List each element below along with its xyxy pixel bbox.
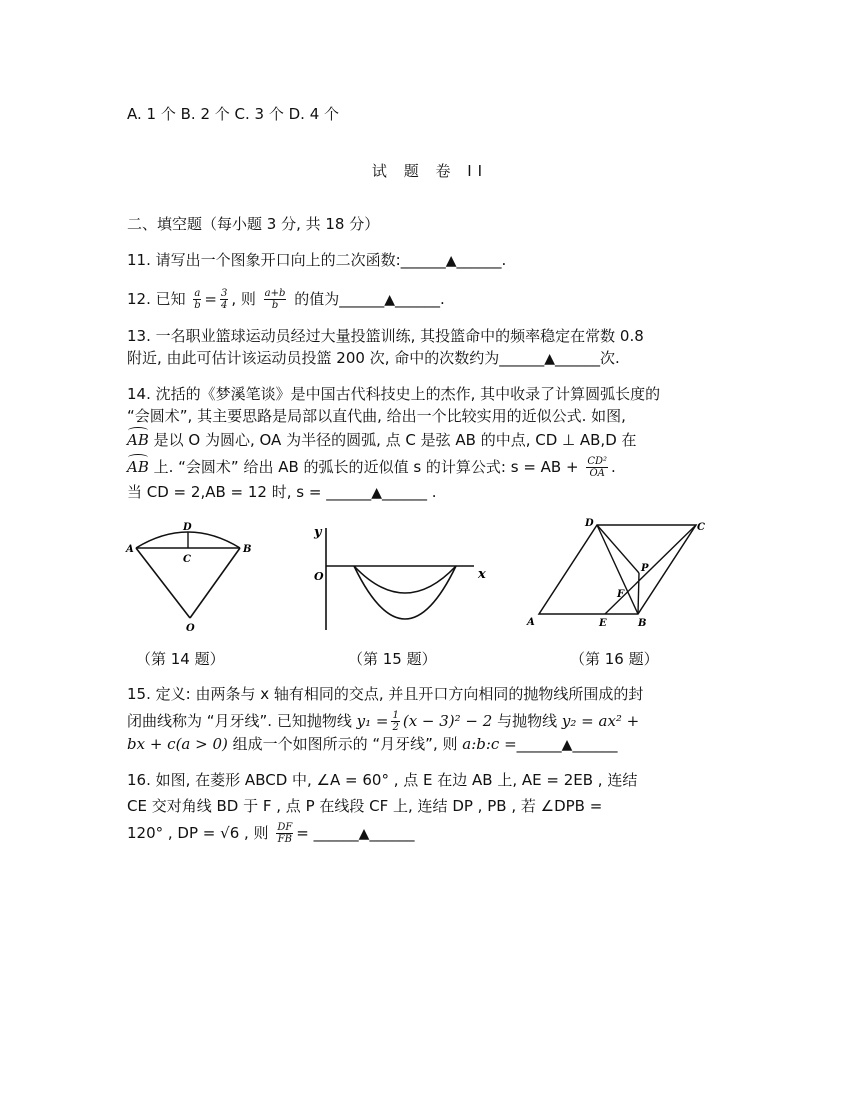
- frac-den: 2: [392, 722, 399, 733]
- frac-den: FB: [277, 834, 292, 845]
- q12-prefix: 12. 已知: [127, 290, 186, 308]
- q12-suffix: 的值为: [294, 290, 340, 308]
- arc-ab: AB: [127, 431, 149, 449]
- figure-15: [306, 520, 496, 635]
- question-12: [127, 288, 445, 311]
- equals-sign: =: [204, 290, 217, 308]
- q15-eq2-end: bx + c(a > 0): [127, 735, 228, 753]
- label-e: E: [599, 618, 607, 629]
- q16-line3-text: 120° , DP = √6 , 则: [127, 824, 269, 842]
- q12-mid: , 则: [231, 290, 256, 308]
- segment-dp: [597, 525, 639, 573]
- fraction-3-over-4: [220, 288, 228, 311]
- arc-ab: AB: [127, 458, 149, 476]
- q15-eq1-start: y₁ =: [356, 712, 389, 730]
- label-d: D: [585, 518, 594, 529]
- frac-den: 4: [220, 300, 228, 311]
- q15-line3: [127, 734, 617, 755]
- answer-blank: ______▲______.: [400, 251, 507, 269]
- frac-num: 1: [392, 710, 399, 721]
- q14-line5: [127, 482, 437, 503]
- fraction-cd2-over-oa: [586, 456, 608, 479]
- radius-ob: [190, 548, 240, 618]
- q15-line2: [127, 710, 639, 733]
- fraction-a-plus-b-over-b: [264, 288, 287, 311]
- fraction-a-over-b: [193, 288, 201, 311]
- blank-marker: ▲: [384, 292, 395, 308]
- q14-line2: “会圆术”, 其主要思路是局部以直代曲, 给出一个比较实用的近似公式. 如图,: [127, 407, 626, 425]
- q14-line1: 14. 沈括的《梦溪笔谈》是中国古代科技史上的杰作, 其中收录了计算圆弧长度的: [127, 385, 661, 403]
- label-origin: O: [314, 570, 324, 583]
- caption-16: （第 16 题）: [570, 650, 659, 668]
- q15-line3-text: 组成一个如图所示的 “月牙线”, 则: [227, 735, 458, 753]
- q15-ratio: a:b:c =: [462, 735, 517, 753]
- q16-line2: CE 交对角线 BD 于 F , 点 P 在线段 CF 上, 连结 DP , PB , 若 ∠DPB =: [127, 797, 603, 815]
- q13-tail: 次.: [600, 349, 620, 367]
- frac-den: OA: [589, 468, 605, 479]
- q15-line2-text: 闭曲线称为 “月牙线”. 已知抛物线: [127, 712, 352, 730]
- q13-line2: [127, 348, 620, 369]
- q13-line2-text: 附近, 由此可估计该运动员投篮 200 次, 命中的次数约为: [127, 349, 500, 367]
- blank-marker: ▲: [561, 737, 573, 753]
- q13-line1: 13. 一名职业篮球运动员经过大量投篮训练, 其投篮命中的频率稳定在常数 0.8: [127, 327, 644, 345]
- frac-num: a+b: [264, 288, 286, 299]
- figure-14: [122, 518, 262, 638]
- section-heading: 二、填空题（每小题 3 分, 共 18 分）: [127, 215, 380, 233]
- q14-line3-text: 是以 O 为圆心, OA 为半径的圆弧, 点 C 是弦 AB 的中点, CD ⊥ AB,D 在: [148, 431, 637, 449]
- q15-eq2: y₂ = ax² +: [561, 712, 640, 730]
- label-b: B: [243, 544, 252, 555]
- diagonal-bd: [597, 525, 638, 614]
- frac-den: b: [271, 300, 279, 311]
- q14-line4: [127, 456, 616, 479]
- fraction-one-half: [391, 710, 399, 733]
- frac-num: a: [194, 288, 201, 299]
- q11-text: 11. 请写出一个图象开口向上的二次函数:: [127, 251, 401, 269]
- answer-blank: ______▲______: [516, 735, 618, 753]
- frac-num: CD²: [587, 456, 608, 467]
- blank-marker: ▲: [371, 485, 382, 501]
- q16-line3: [127, 822, 414, 845]
- frac-num: DF: [277, 822, 293, 833]
- label-f: F: [617, 589, 625, 600]
- parabola-inner: [354, 566, 456, 593]
- section-title: 试 题 卷 II: [371, 162, 489, 180]
- label-c: C: [697, 522, 705, 533]
- answer-blank: ______▲______.: [339, 290, 445, 308]
- frac-num: 3: [220, 288, 228, 299]
- blank-marker: ▲: [544, 351, 556, 367]
- label-y: y: [314, 525, 322, 540]
- radius-oa: [136, 548, 190, 618]
- q16-equals: =: [296, 824, 309, 842]
- label-d: D: [183, 522, 192, 533]
- frac-den: b: [194, 300, 201, 311]
- q14-line5-end: .: [431, 483, 437, 501]
- caption-14: （第 14 题）: [136, 650, 225, 668]
- fraction-df-over-fb: [276, 822, 293, 845]
- answer-blank: ______▲______: [499, 349, 601, 367]
- answer-blank: ______▲______: [313, 824, 415, 842]
- q14-line3: [127, 430, 637, 450]
- q15-eq1-end: (x − 3)² − 2: [402, 712, 493, 730]
- blank-marker: ▲: [445, 253, 457, 269]
- label-p: P: [641, 563, 649, 574]
- question-11: [127, 250, 506, 271]
- label-c: C: [183, 554, 191, 565]
- figure-16: [525, 515, 715, 630]
- q14-line5-text: 当 CD = 2,AB = 12 时, s =: [127, 483, 322, 501]
- label-b: B: [638, 618, 647, 629]
- caption-15: （第 15 题）: [348, 650, 437, 668]
- label-x: x: [478, 567, 486, 582]
- q15-line1: 15. 定义: 由两条与 x 轴有相同的交点, 并且开口方向相同的抛物线所围成的封: [127, 685, 644, 703]
- q15-line2-mid: 与抛物线: [497, 712, 558, 730]
- q10-options: A. 1 个 B. 2 个 C. 3 个 D. 4 个: [127, 105, 340, 123]
- label-o: O: [186, 623, 195, 634]
- q16-line1: 16. 如图, 在菱形 ABCD 中, ∠A = 60° , 点 E 在边 AB 上, AE = 2EB , 连结: [127, 771, 638, 789]
- segment-pb: [638, 573, 639, 614]
- label-a: A: [126, 544, 134, 555]
- q14-line4-text: 上. “会圆术” 给出 AB 的弧长的近似值 s 的计算公式: s = AB +: [148, 458, 579, 476]
- segment-ce: [605, 525, 696, 614]
- answer-blank: ______▲______: [326, 483, 427, 501]
- label-a: A: [527, 617, 535, 628]
- blank-marker: ▲: [358, 826, 370, 842]
- q14-line4-end: .: [611, 458, 616, 476]
